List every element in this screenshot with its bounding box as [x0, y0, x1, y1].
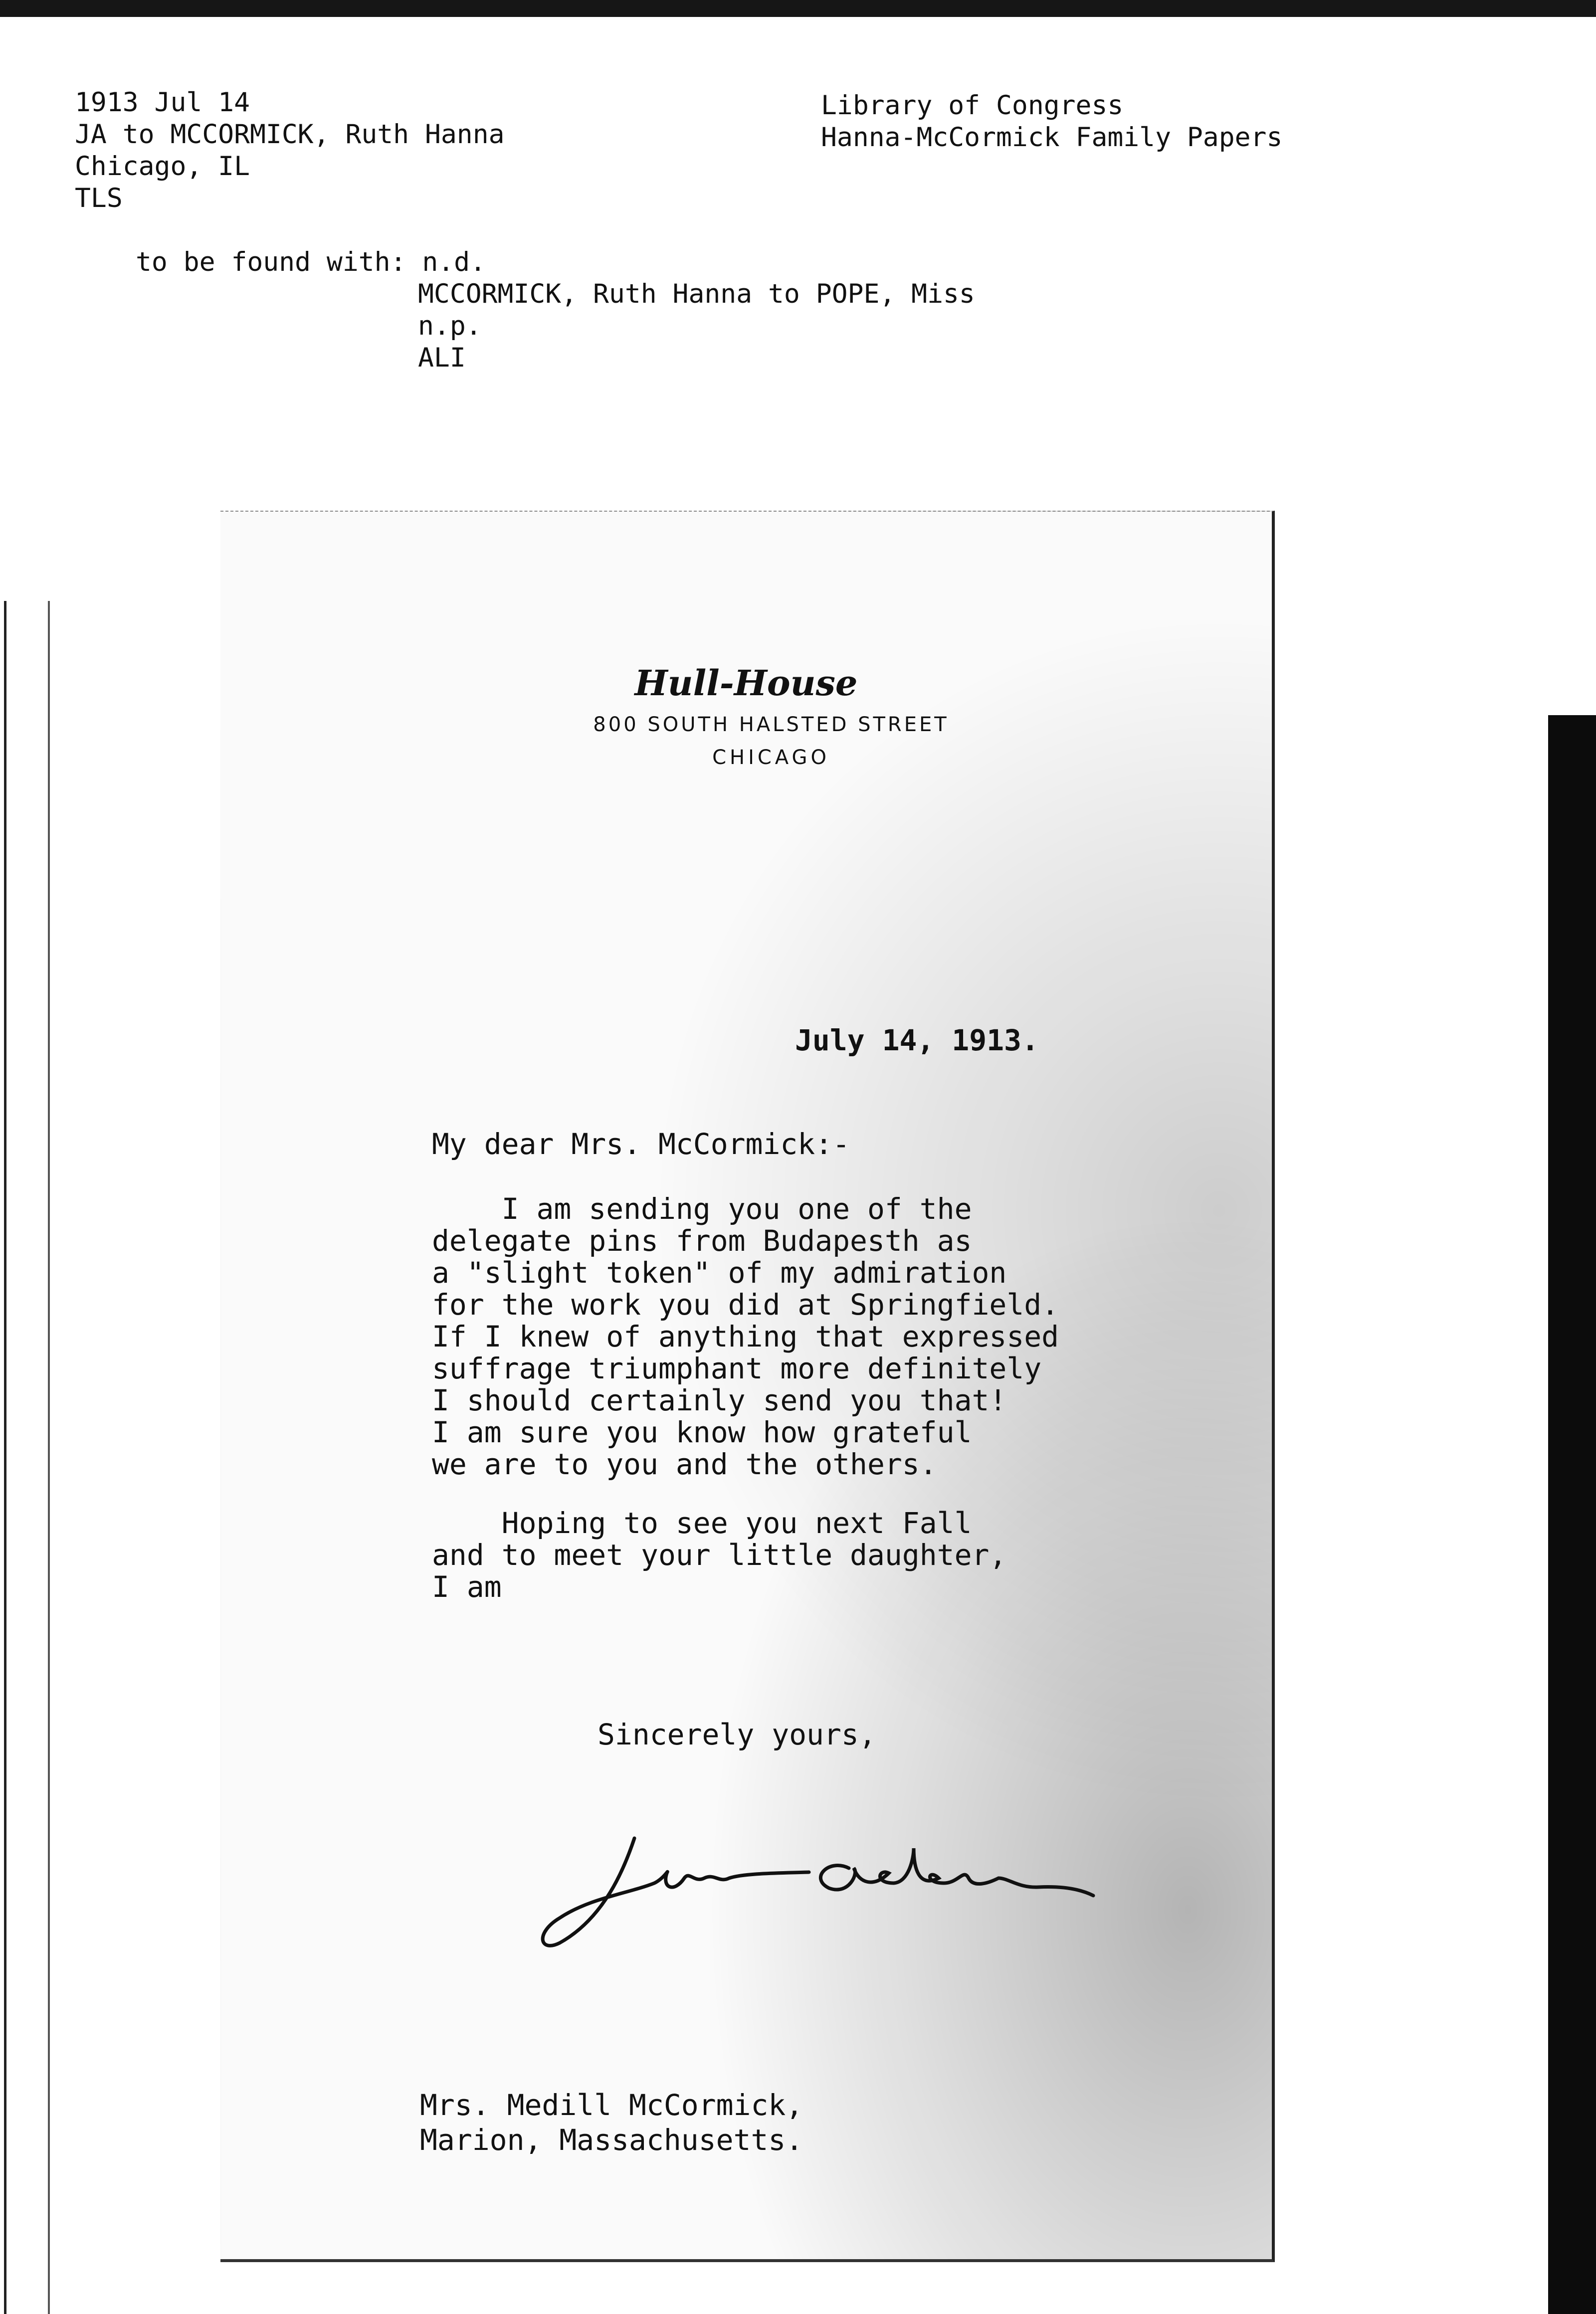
catalog-repository: Library of Congress: [821, 90, 1124, 121]
letter-date: July 14, 1913.: [795, 1023, 1039, 1057]
scan-top-border: [0, 0, 1596, 17]
body-line: If I knew of anything that expressed: [432, 1320, 1059, 1353]
found-with-label: to be found with: n.d.: [136, 247, 486, 277]
body-line: and to meet your little daughter,: [432, 1538, 1007, 1572]
body-line: suffrage triumphant more definitely: [432, 1351, 1042, 1385]
scan-left-strip: [0, 601, 54, 2314]
body-line: a "slight token" of my admiration: [432, 1256, 1007, 1290]
found-with-list: [418, 278, 975, 374]
body-line: we are to you and the others.: [432, 1447, 937, 1481]
body-line: I should certainly send you that!: [432, 1383, 1007, 1417]
scan-edge-line: [4, 601, 6, 2314]
signature-label: Jane Addams: [530, 1808, 533, 1809]
letter-salutation: My dear Mrs. McCormick:-: [432, 1127, 850, 1161]
letterhead-city: CHICAGO: [712, 746, 830, 769]
letterhead-name: Hull-House: [634, 662, 858, 704]
catalog-right-block: [821, 90, 1282, 154]
body-line: Hoping to see you next Fall: [432, 1506, 972, 1540]
scan-right-shadow: [1548, 715, 1596, 2314]
letterhead-street: 800 SOUTH HALSTED STREET: [593, 713, 949, 736]
catalog-date: 1913 Jul 14: [75, 87, 250, 118]
letter-closing: Sincerely yours,: [598, 1718, 876, 1751]
catalog-place: Chicago, IL: [75, 151, 250, 182]
body-line: I am sending you one of the: [432, 1192, 972, 1226]
letter-address: [420, 2088, 803, 2157]
letter-page: [220, 511, 1275, 2262]
found-with-item: MCCORMICK, Ruth Hanna to POPE, Miss: [418, 279, 975, 309]
catalog-type: TLS: [75, 183, 123, 213]
body-line: I am sure you know how grateful: [432, 1415, 972, 1449]
address-line: Mrs. Medill McCormick,: [420, 2088, 803, 2122]
signature-image: [530, 1808, 1118, 1968]
found-with-item: ALI: [418, 343, 466, 373]
catalog-correspondents: JA to MCCORMICK, Ruth Hanna: [75, 119, 505, 150]
scan-edge-line: [48, 601, 50, 2314]
body-line: for the work you did at Springfield.: [432, 1288, 1059, 1322]
letter-body: [432, 1193, 1059, 1480]
address-line: Marion, Massachusetts.: [420, 2123, 803, 2157]
letter-closing-paragraph: [432, 1507, 1006, 1603]
catalog-left-block: [75, 87, 505, 214]
catalog-collection: Hanna-McCormick Family Papers: [821, 122, 1283, 153]
found-with-item: n.p.: [418, 311, 482, 341]
body-line: I am: [432, 1570, 502, 1604]
body-line: delegate pins from Budapesth as: [432, 1224, 972, 1258]
